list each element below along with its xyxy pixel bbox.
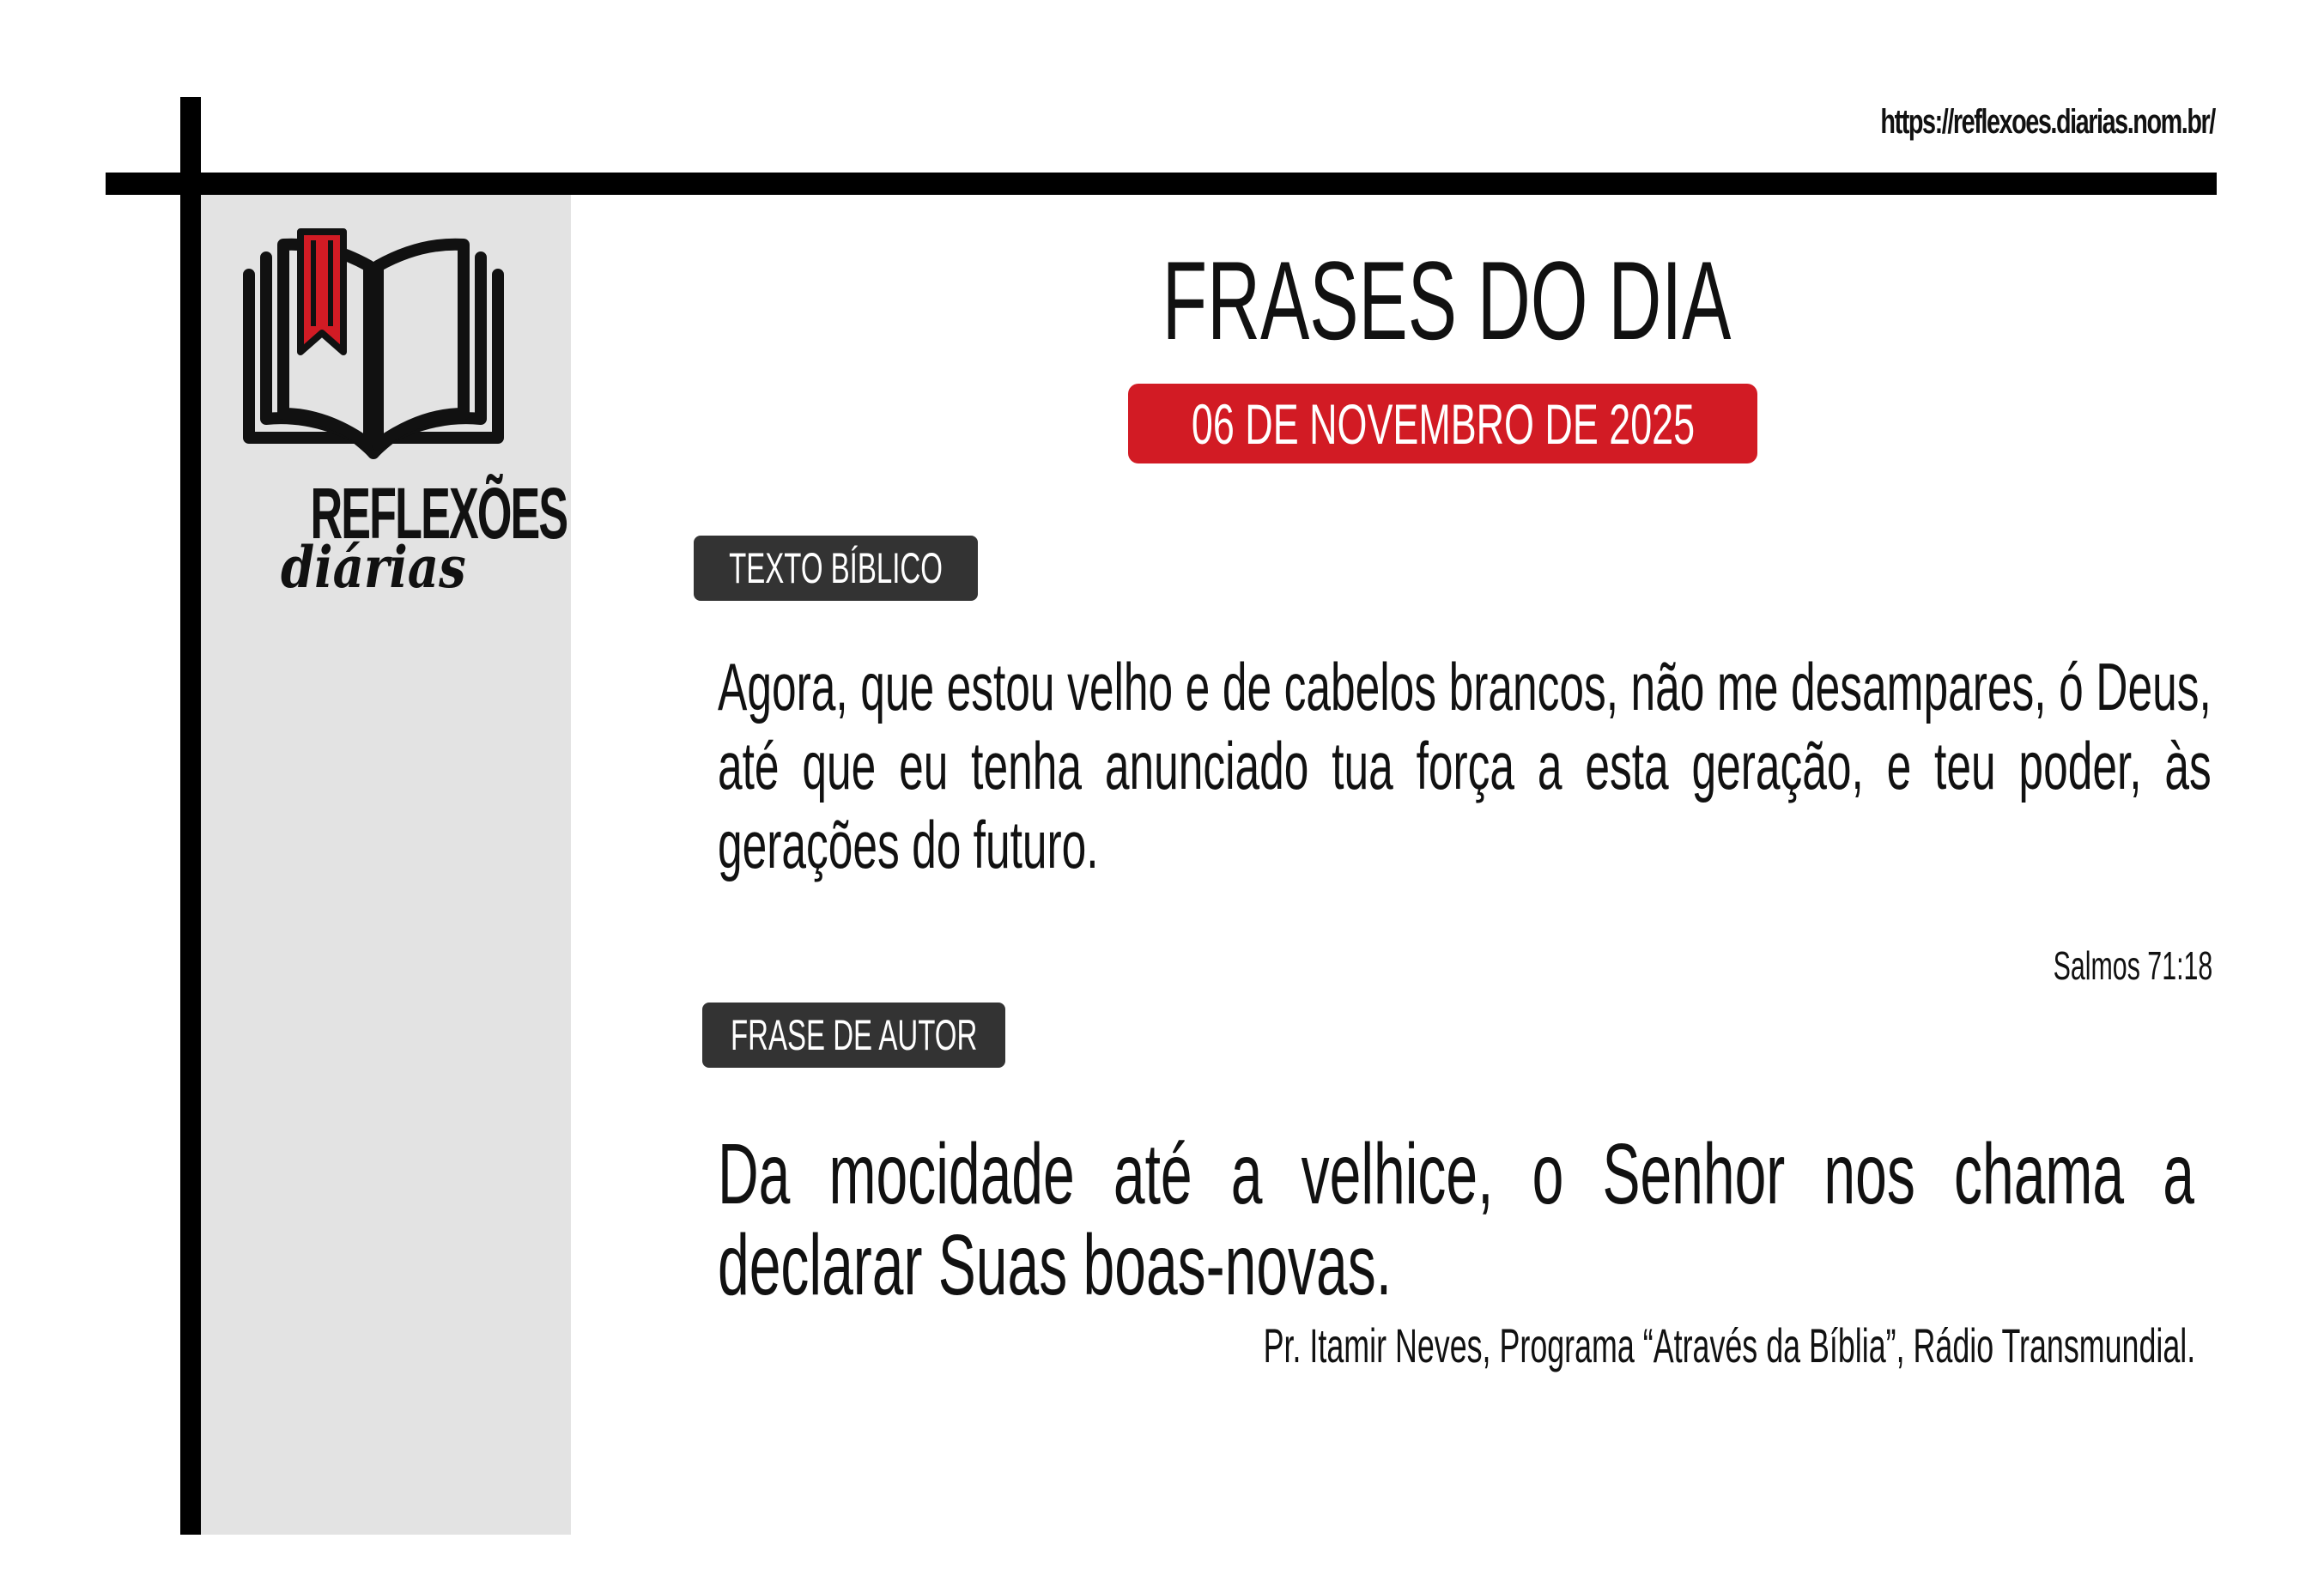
author-quote-text: Da mocidade até a velhice, o Senhor nos chama a declarar Suas boas-novas. [718, 1126, 2194, 1313]
author-quote-badge: FRASE DE AUTOR [702, 1003, 1005, 1068]
frame-vertical-bar [180, 97, 201, 1535]
site-url-link[interactable]: https://reflexoes.diarias.nom.br/ [1880, 103, 2215, 141]
biblical-text-badge: TEXTO BÍBLICO [694, 536, 978, 601]
date-badge: 06 DE NOVEMBRO DE 2025 [1128, 384, 1757, 463]
logo [232, 223, 567, 601]
logo-script-text: diárias [281, 534, 466, 601]
page-title: FRASES DO DIA [1162, 238, 1732, 363]
author-attribution: Pr. Itamir Neves, Programa “Através da Bíblia”, Rádio Transmundial. [1263, 1318, 2195, 1372]
open-book-with-bookmark-icon [232, 223, 515, 472]
verse-reference: Salmos 71:18 [2053, 943, 2212, 988]
verse-text: Agora, que estou velho e de cabelos brancos, não me desampares, ó Deus, até que eu tenha anunciado tua força a esta geração, e teu poder, às gerações do futuro. [718, 649, 2212, 882]
logo-wordmark: REFLEXÕES [310, 473, 567, 554]
frame-horizontal-bar [106, 173, 2217, 195]
